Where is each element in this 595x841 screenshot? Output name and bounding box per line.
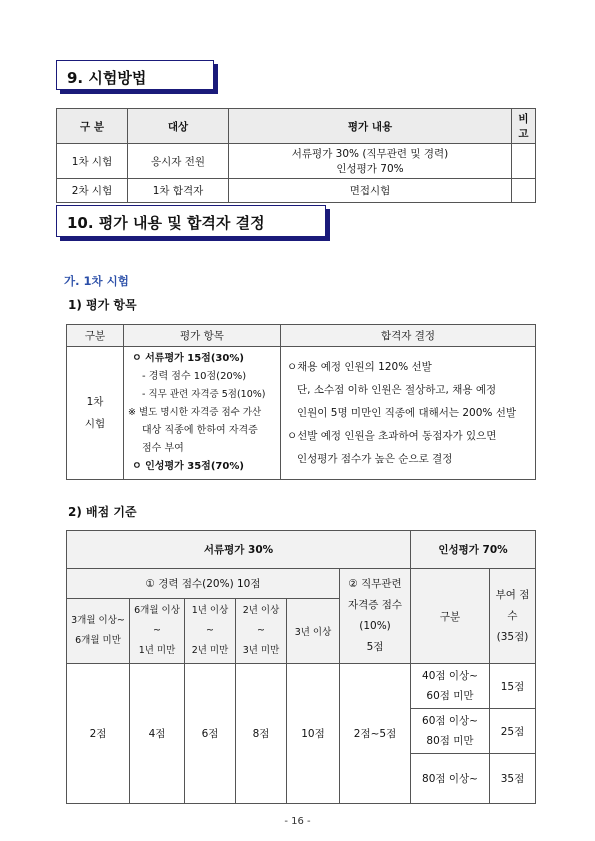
col-header-target: 대상	[128, 109, 229, 144]
header-cert-l2: 자격증 점수	[347, 599, 403, 611]
section-10-title-text: 10. 평가 내용 및 합격자 결정	[67, 214, 265, 232]
row1-content-line1: 서류평가 30% (직무관련 및 경력)	[291, 148, 449, 160]
row2-target: 1차 합격자	[128, 179, 229, 203]
col-header-items: 평가 항목	[124, 325, 281, 347]
header-gubun: 구분	[411, 569, 490, 664]
personality-score-3: 35점	[490, 754, 536, 804]
decision-line1: ㅇ채용 예정 인원의 120% 선발	[287, 360, 432, 373]
header-score	[490, 569, 536, 664]
item-doc: ㅇ 서류평가 15점(30%)	[132, 353, 244, 364]
item-note3: 점수 부여	[142, 443, 184, 454]
row1-content	[229, 144, 512, 179]
career-col-2	[130, 599, 185, 664]
item-career: - 경력 점수 10점(20%)	[142, 371, 247, 382]
items-cell	[124, 347, 281, 480]
item-note1: ※ 별도 명시한 자격증 점수 가산	[128, 407, 262, 418]
personality-range-2-l2: 80점 미만	[426, 735, 474, 747]
personality-range-1	[411, 664, 490, 709]
col-header-decision: 합격자 결정	[281, 325, 536, 347]
header-cert	[340, 569, 411, 664]
item-personality: ㅇ 인성평가 35점(70%)	[132, 461, 244, 472]
table-row	[57, 144, 536, 179]
section-10-title	[56, 205, 326, 237]
header-cert-l4: 5점	[366, 641, 384, 653]
section-9-title	[56, 60, 214, 90]
eval-items-table	[66, 324, 536, 480]
personality-range-1-l1: 40점 이상~	[422, 670, 478, 682]
decision-line5: 인성평가 점수가 높은 순으로 결정	[297, 452, 453, 465]
career-col-4-l2: 3년 미만	[242, 645, 280, 656]
personality-range-2	[411, 709, 490, 754]
item-note2: 대상 직종에 한하여 자격증	[142, 425, 258, 436]
header-score-l1: 부여 점수	[495, 588, 530, 622]
career-col-2-l1: 6개월 이상~	[134, 605, 180, 636]
career-col-3-l2: 2년 미만	[191, 645, 229, 656]
career-col-4	[236, 599, 287, 664]
career-val-3: 6점	[185, 664, 236, 804]
career-col-4-l1: 2년 이상~	[242, 605, 280, 636]
page-number: - 16 -	[284, 816, 311, 827]
personality-range-2-l1: 60점 이상~	[422, 715, 478, 727]
subsection-1: 1) 평가 항목	[68, 298, 137, 312]
career-col-1	[67, 599, 130, 664]
cert-val: 2점~5점	[340, 664, 411, 804]
decision-cell	[281, 347, 536, 480]
subsection-ga: 가. 1차 시험	[64, 274, 129, 288]
table-row	[57, 179, 536, 203]
career-col-3-l1: 1년 이상~	[191, 605, 229, 636]
decision-line4: ㅇ선발 예정 인원을 초과하여 동점자가 있으면	[287, 429, 497, 442]
section-9-title-text: 9. 시험방법	[67, 69, 147, 87]
career-col-3	[185, 599, 236, 664]
col-header-gubun: 구분	[67, 325, 124, 347]
decision-line2: 단, 소수점 이하 인원은 절상하고, 채용 예정	[297, 383, 497, 396]
row1-content-line2: 인성평가 70%	[336, 163, 404, 175]
scoring-table	[66, 530, 536, 804]
career-val-2: 4점	[130, 664, 185, 804]
exam-method-table	[56, 108, 536, 203]
item-cert: - 직무 관련 자격증 5점(10%)	[142, 389, 266, 400]
header-personality-eval: 인성평가 70%	[411, 531, 536, 569]
col-header-stage: 구 분	[57, 109, 128, 144]
decision-line3: 인원이 5명 미만인 직종에 대해서는 200% 선발	[297, 406, 517, 419]
personality-score-2: 25점	[490, 709, 536, 754]
col-header-content: 평가 내용	[229, 109, 512, 144]
row1-target: 응시자 전원	[128, 144, 229, 179]
career-col-1-l2: 6개월 미만	[75, 635, 121, 646]
row2-note	[512, 179, 536, 203]
career-val-1: 2점	[67, 664, 130, 804]
career-col-2-l2: 1년 미만	[138, 645, 176, 656]
header-career: ① 경력 점수(20%) 10점	[67, 569, 340, 599]
row2-content: 면접시험	[229, 179, 512, 203]
personality-score-1: 15점	[490, 664, 536, 709]
row1-stage: 1차 시험	[57, 144, 128, 179]
career-val-4: 8점	[236, 664, 287, 804]
personality-range-1-l2: 60점 미만	[426, 690, 474, 702]
header-cert-l1: ② 직무관련	[348, 578, 402, 590]
header-cert-l3: (10%)	[359, 620, 391, 632]
career-col-1-l1: 3개월 이상~	[71, 615, 125, 626]
row1-note	[512, 144, 536, 179]
career-col-5: 3년 이상	[287, 599, 340, 664]
stage-cell: 1차 시험	[67, 347, 124, 480]
row2-stage: 2차 시험	[57, 179, 128, 203]
subsection-2: 2) 배점 기준	[68, 505, 137, 519]
header-score-l2: (35점)	[496, 630, 529, 643]
col-header-note: 비고	[512, 109, 536, 144]
personality-range-3: 80점 이상~	[411, 754, 490, 804]
header-doc-eval: 서류평가 30%	[67, 531, 411, 569]
career-val-5: 10점	[287, 664, 340, 804]
